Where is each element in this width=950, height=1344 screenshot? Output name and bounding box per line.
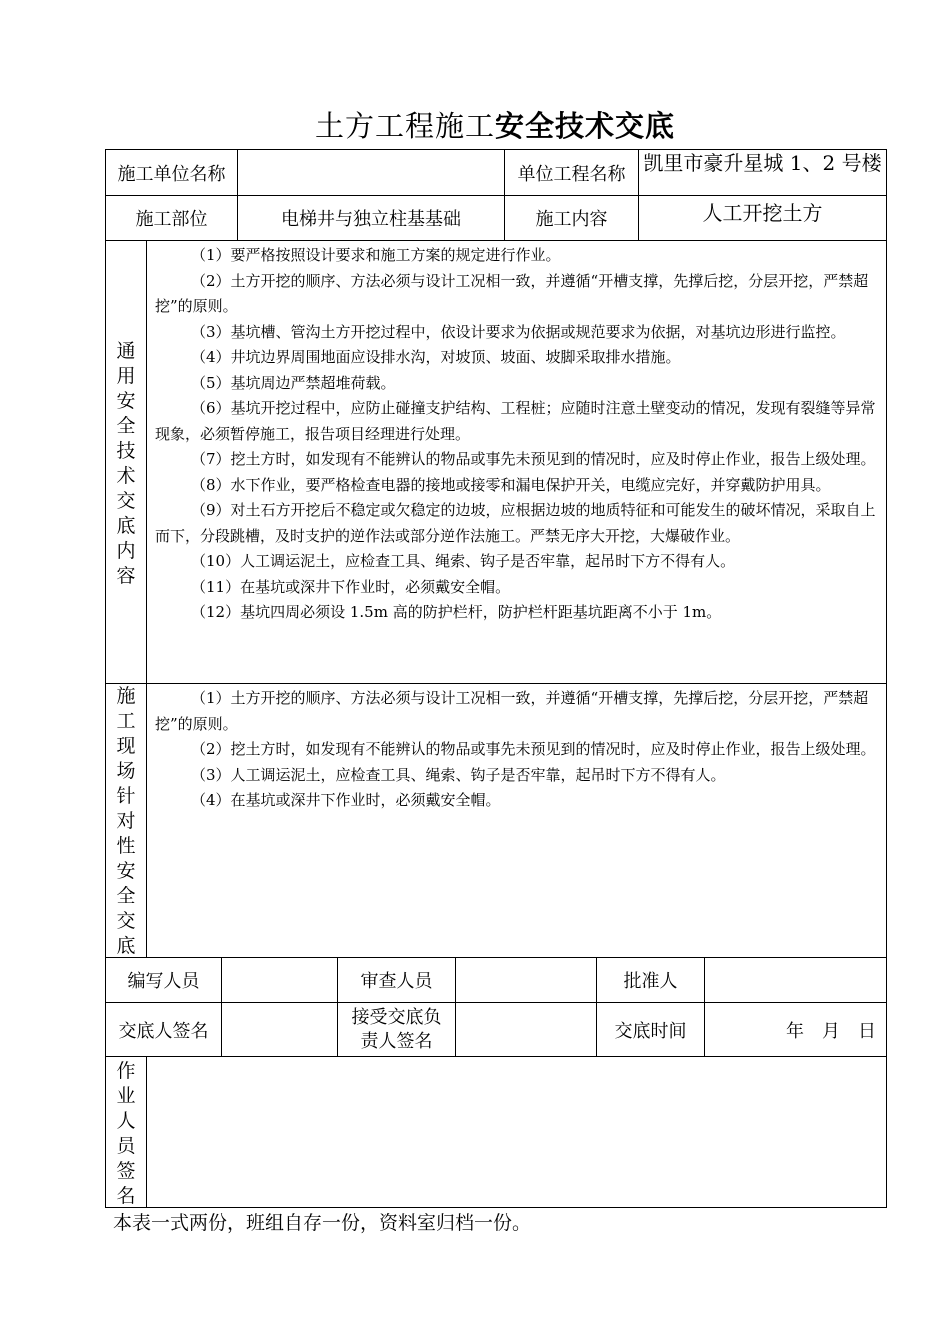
presentation-time-label: 交底时间	[596, 1002, 705, 1057]
page-title: 土方工程施工安全技术交底	[314, 109, 676, 143]
reviewer-field[interactable]	[455, 957, 597, 1003]
general-safety-content	[146, 240, 887, 684]
unit-name-value[interactable]	[237, 149, 505, 196]
construction-content-value: 人工开挖土方	[638, 195, 887, 241]
safety-item: （1）土方开挖的顺序、方法必须与设计工况相一致，并遵循“开槽支撑，先撑后挖，分层开挖，严禁超挖”的原则。	[155, 689, 869, 733]
site-safety-label-char: 安	[116, 860, 136, 882]
receiver-signature-field[interactable]	[455, 1002, 597, 1057]
safety-item: （12）基坑四周必须设 1.5m 高的防护栏杆，防护栏杆距基坑距离不小于 1m。	[191, 603, 722, 621]
safety-item: （4）在基坑或深井下作业时，必须戴安全帽。	[191, 791, 501, 809]
approver-label: 批准人	[596, 957, 705, 1003]
site-safety-label-char: 性	[116, 835, 136, 857]
site-safety-label-char: 对	[116, 810, 136, 832]
safety-item: （6）基坑开挖过程中，应防止碰撞支护结构、工程桩；应随时注意土壁变动的情况，发现有裂缝等异常现象，必须暂停施工，报告项目经理进行处理。	[155, 399, 876, 443]
general-safety-label-char: 底	[116, 515, 136, 537]
project-name-value: 凯里市豪升星城 1、2 号楼	[638, 149, 887, 196]
safety-item: （7）挖土方时，如发现有不能辨认的物品或事先未预见到的情况时，应及时停止作业，报告上级处理。	[191, 450, 876, 468]
general-safety-label-char: 技	[116, 440, 136, 462]
general-safety-label-char: 内	[116, 540, 136, 562]
presenter-signature-label: 交底人签名	[105, 1002, 222, 1057]
safety-item: （2）土方开挖的顺序、方法必须与设计工况相一致，并遵循“开槽支撑，先撑后挖，分层开挖，严禁超挖”的原则。	[155, 271, 869, 315]
presentation-date-field[interactable]: 年 月 日	[704, 1002, 887, 1057]
site-safety-label-char: 工	[116, 710, 136, 732]
site-safety-label-char: 针	[116, 785, 136, 807]
site-safety-label-char: 交	[116, 910, 136, 932]
site-safety-label-char: 现	[116, 735, 136, 757]
presenter-signature-field[interactable]	[221, 1002, 338, 1057]
workers-signature-label-char: 签	[116, 1160, 136, 1182]
general-safety-label	[105, 240, 147, 684]
unit-name-label: 施工单位名称	[105, 149, 238, 196]
general-safety-label-char: 用	[116, 365, 136, 387]
safety-item: （9）对土石方开挖后不稳定或欠稳定的边坡，应根据边坡的地质特征和可能发生的破坏情况，采取自上而下，分段跳槽，及时支护的逆作法或部分逆作法施工。严禁无序大开挖，大爆破作业。	[155, 501, 876, 545]
construction-part-label: 施工部位	[105, 195, 238, 241]
workers-signature-label-char: 作	[116, 1060, 136, 1082]
approver-field[interactable]	[704, 957, 887, 1003]
workers-signature-label	[105, 1056, 147, 1208]
general-safety-label-char: 安	[116, 390, 136, 412]
site-safety-label-char: 全	[116, 885, 136, 907]
writer-field[interactable]	[221, 957, 338, 1003]
workers-signature-label-char: 名	[116, 1185, 136, 1207]
general-safety-label-char: 交	[116, 490, 136, 512]
footer-note: 本表一式两份，班组自存一份，资料室归档一份。	[113, 1212, 532, 1234]
site-safety-label	[105, 683, 147, 958]
general-safety-label-char: 全	[116, 415, 136, 437]
site-safety-content	[146, 683, 887, 958]
safety-item: （3）人工调运泥土，应检查工具、绳索、钩子是否牢靠，起吊时下方不得有人。	[191, 765, 726, 784]
workers-signature-label-char: 人	[116, 1110, 136, 1132]
general-safety-label-char: 通	[116, 340, 136, 362]
workers-signature-label-char: 员	[116, 1135, 136, 1157]
safety-item: （8）水下作业，要严格检查电器的接地或接零和漏电保护开关，电缆应完好，并穿戴防护用具。	[191, 475, 831, 494]
construction-content-label: 施工内容	[504, 195, 639, 241]
safety-item: （5）基坑周边严禁超堆荷载。	[191, 373, 396, 392]
general-safety-label-char: 术	[116, 465, 136, 487]
safety-item: （11）在基坑或深井下作业时，必须戴安全帽。	[191, 577, 511, 596]
reviewer-label: 审查人员	[337, 957, 456, 1003]
site-safety-label-char: 施	[116, 685, 136, 707]
writer-label: 编写人员	[105, 957, 222, 1003]
construction-part-value: 电梯井与独立柱基基础	[237, 195, 505, 241]
site-safety-label-char: 场	[116, 760, 136, 782]
workers-signature-field[interactable]	[146, 1056, 887, 1208]
receiver-signature-label: 接受交底负责人签名	[337, 1002, 456, 1057]
safety-item: （10）人工调运泥土，应检查工具、绳索、钩子是否牢靠，起吊时下方不得有人。	[191, 552, 736, 570]
safety-item: （1）要严格按照设计要求和施工方案的规定进行作业。	[191, 246, 561, 264]
general-safety-label-char: 容	[116, 565, 136, 587]
site-safety-label-char: 底	[116, 935, 136, 957]
project-name-label: 单位工程名称	[504, 149, 639, 196]
safety-item: （3）基坑槽、管沟土方开挖过程中，依设计要求为依据或规范要求为依据，对基坑边形进行监控。	[191, 322, 846, 341]
safety-item: （4）井坑边界周围地面应设排水沟，对坡顶、坡面、坡脚采取排水措施。	[191, 348, 681, 366]
safety-item: （2）挖土方时，如发现有不能辨认的物品或事先未预见到的情况时，应及时停止作业，报告上级处理。	[191, 740, 876, 758]
workers-signature-label-char: 业	[116, 1085, 136, 1107]
